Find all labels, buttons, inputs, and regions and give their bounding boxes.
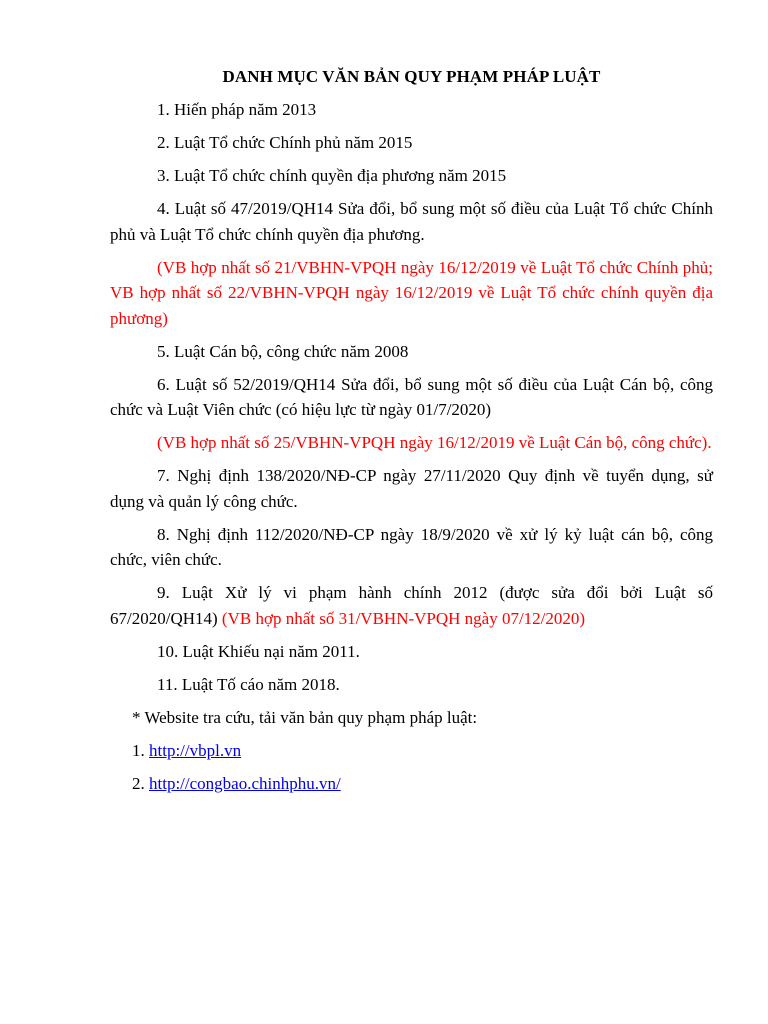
website-link-2-row bbox=[110, 771, 713, 797]
list-item-8: 8. Nghị định 112/2020/NĐ-CP ngày 18/9/2020 về xử lý kỷ luật cán bộ, công chức, viên chức. bbox=[110, 524, 713, 569]
consolidated-note-4: (VB hợp nhất số 21/VBHN-VPQH ngày 16/12/2019 về Luật Tổ chức Chính phủ; VB hợp nhất số 22/VBHN-VPQH ngày 16/12/2019 về Luật Tổ chức chính quyền địa phương) bbox=[110, 257, 713, 328]
list-item-9 bbox=[110, 580, 713, 631]
document-page bbox=[110, 64, 713, 804]
website-link-vbpl[interactable]: http://vbpl.vn bbox=[149, 740, 242, 760]
website-link-2-prefix: 2. bbox=[132, 773, 149, 793]
list-item-10: 10. Luật Khiếu nại năm 2011. bbox=[157, 641, 360, 661]
website-note: * Website tra cứu, tải văn bản quy phạm pháp luật: bbox=[132, 707, 478, 727]
list-item-11: 11. Luật Tố cáo năm 2018. bbox=[157, 674, 340, 694]
website-link-1-prefix: 1. bbox=[132, 740, 149, 760]
document-title: DANH MỤC VĂN BẢN QUY PHẠM PHÁP LUẬT bbox=[222, 67, 601, 86]
list-item-2: 2. Luật Tổ chức Chính phủ năm 2015 bbox=[157, 133, 413, 152]
consolidated-note-9: (VB hợp nhất số 31/VBHN-VPQH ngày 07/12/2020) bbox=[221, 608, 586, 628]
list-item-6: 6. Luật số 52/2019/QH14 Sửa đổi, bổ sung một số điều của Luật Cán bộ, công chức và Luật Viên chức (có hiệu lực từ ngày 01/7/2020) bbox=[110, 374, 713, 419]
website-link-1-row bbox=[110, 738, 713, 764]
list-item-7: 7. Nghị định 138/2020/NĐ-CP ngày 27/11/2020 Quy định về tuyển dụng, sử dụng và quản lý công chức. bbox=[110, 466, 713, 511]
list-item-1: 1. Hiến pháp năm 2013 bbox=[157, 100, 317, 119]
list-item-3: 3. Luật Tổ chức chính quyền địa phương năm 2015 bbox=[157, 166, 507, 185]
list-item-9-text: 9. Luật Xử lý vi phạm hành chính 2012 (được sửa đổi bởi Luật số 67/2020/QH14) bbox=[110, 583, 713, 628]
list-item-5: 5. Luật Cán bộ, công chức năm 2008 bbox=[157, 341, 409, 361]
website-link-congbao[interactable]: http://congbao.chinhphu.vn/ bbox=[149, 773, 341, 793]
list-item-4: 4. Luật số 47/2019/QH14 Sửa đổi, bổ sung một số điều của Luật Tổ chức Chính phủ và Luật Tổ chức chính quyền địa phương. bbox=[110, 199, 713, 244]
consolidated-note-6: (VB hợp nhất số 25/VBHN-VPQH ngày 16/12/2019 về Luật Cán bộ, công chức). bbox=[157, 433, 712, 452]
